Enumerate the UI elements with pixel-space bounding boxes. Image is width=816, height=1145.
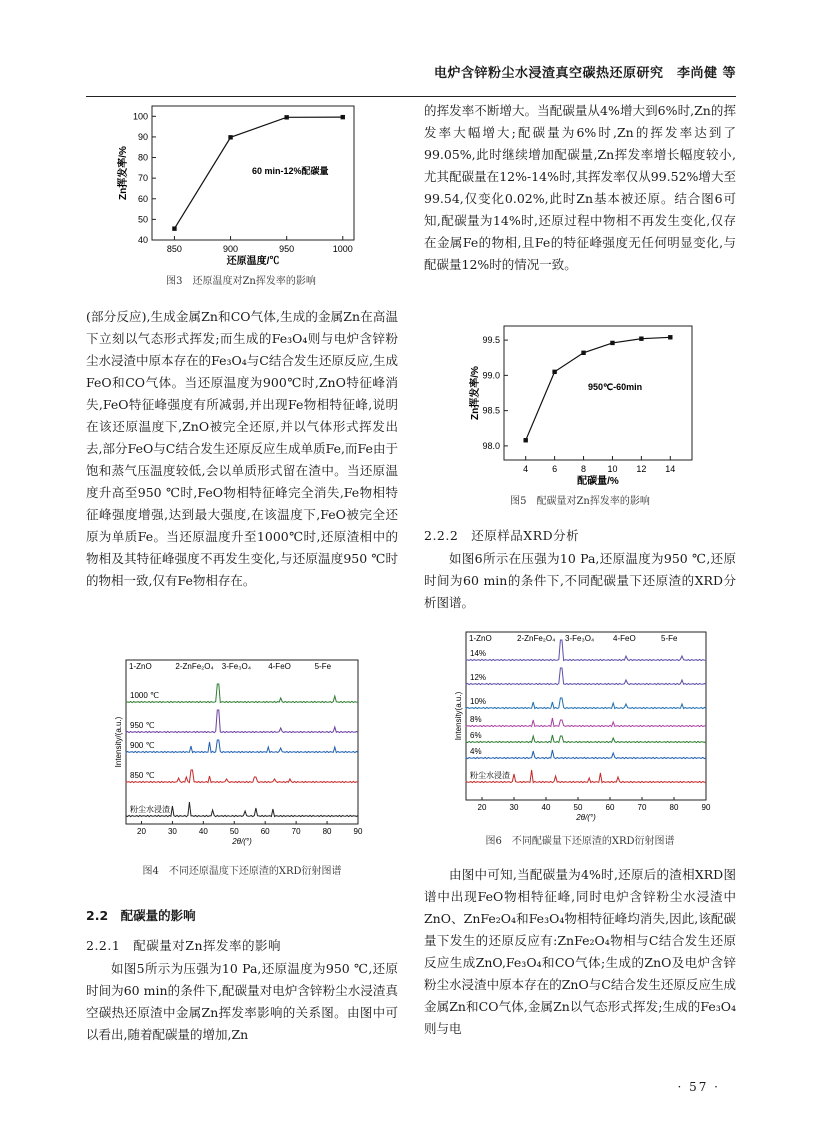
header-rule xyxy=(86,96,736,97)
y-axis-label: Zn挥发率/% xyxy=(470,366,481,420)
figure-3-caption: 图3 还原温度对Zn挥发率的影响 xyxy=(166,276,316,287)
x-tick-label: 90 xyxy=(701,803,711,812)
trace-label: 4% xyxy=(470,747,482,756)
y-tick-label: 98.0 xyxy=(482,440,500,451)
data-point xyxy=(668,335,672,339)
right-column-text-1 xyxy=(424,100,736,276)
y-axis-label: Intensity/(a.u.) xyxy=(114,716,123,768)
x-tick-label: 14 xyxy=(665,464,676,474)
y-tick-label: 80 xyxy=(137,152,148,163)
xrd-trace xyxy=(466,640,706,661)
x-tick-label: 80 xyxy=(322,827,332,836)
x-tick-label: 950 xyxy=(279,244,295,254)
xrd-trace xyxy=(126,740,358,753)
xrd-trace xyxy=(126,710,358,733)
x-tick-label: 10 xyxy=(607,464,618,474)
legend-entry: 4-FeO xyxy=(613,634,636,643)
trace-label: 粉尘水浸渣 xyxy=(130,805,170,814)
y-tick-label: 50 xyxy=(137,214,148,225)
data-point xyxy=(581,351,585,355)
x-tick-label: 90 xyxy=(353,827,363,836)
y-tick-label: 99.5 xyxy=(482,335,500,346)
x-tick-label: 12 xyxy=(636,464,647,474)
page-number: · 57 · xyxy=(677,1080,720,1094)
xrd-trace xyxy=(466,750,706,759)
legend-entry: 5-Fe xyxy=(314,662,332,671)
trace-label: 10% xyxy=(470,697,487,706)
y-tick-label: 98.5 xyxy=(482,405,500,416)
x-tick-label: 850 xyxy=(166,244,182,254)
trace-label: 950 ℃ xyxy=(130,721,155,730)
x-tick-label: 50 xyxy=(573,803,583,812)
x-tick-label: 20 xyxy=(137,827,146,836)
x-tick-label: 1000 xyxy=(332,244,353,254)
legend-entry: 4-FeO xyxy=(268,662,291,671)
plot-frame xyxy=(504,326,692,460)
x-tick-label: 50 xyxy=(229,827,239,836)
x-tick-label: 40 xyxy=(198,827,208,836)
y-tick-label: 99.0 xyxy=(482,370,500,381)
legend-entry: 1-ZnO xyxy=(469,634,492,643)
y-axis-label: Zn挥发率/% xyxy=(118,146,129,200)
xrd-trace xyxy=(126,684,358,703)
data-point xyxy=(523,438,527,442)
figure-4-xrd-chart xyxy=(112,654,372,854)
trace-label: 12% xyxy=(470,673,487,682)
data-point xyxy=(552,370,556,374)
chart-annotation: 60 min-12%配碳量 xyxy=(252,166,329,176)
data-point xyxy=(172,226,176,230)
x-tick-label: 30 xyxy=(167,827,177,836)
section-2-2-heading: 2.2 配碳量的影响 xyxy=(86,908,196,923)
y-tick-label: 60 xyxy=(137,193,148,204)
x-tick-label: 60 xyxy=(260,827,270,836)
x-tick-label: 30 xyxy=(509,803,519,812)
x-tick-label: 6 xyxy=(552,464,558,474)
x-axis-label: 2θ/(°) xyxy=(232,837,252,846)
legend-entry: 2-ZnFe₂O₄ xyxy=(175,662,214,671)
x-axis-label: 2θ/(°) xyxy=(576,813,596,822)
figure-5-caption: 图5 配碳量对Zn挥发率的影响 xyxy=(510,496,650,507)
x-tick-label: 4 xyxy=(523,464,529,474)
y-tick-label: 90 xyxy=(137,131,148,142)
xrd-trace xyxy=(126,770,358,783)
x-tick-label: 60 xyxy=(605,803,615,812)
right-column-text-3 xyxy=(424,864,736,1040)
section-2-2-2-heading: 2.2.2 还原样品XRD分析 xyxy=(424,528,580,543)
paragraph: 由图中可知,当配碳量为4%时,还原后的渣相XRD图谱中出现FeO物相特征峰,同时电炉含锌粉尘水浸渣中ZnO、ZnFe₂O₄和Fe₃O₄物相特征峰均消失,因此,该配碳量下发生的还原反应有:ZnFe₂O₄物相与C结合发生还原反应生成ZnO,Fe₃O₄和CO气体;生成的ZnO及电炉含锌粉尘水浸渣中原本存在的ZnO与C结合发生还原反应生成金属Zn和CO气体,金属Zn以气态形式挥发;生成的Fe₃O₄则与电 xyxy=(424,867,736,1036)
plot-frame xyxy=(126,660,358,824)
x-tick-label: 20 xyxy=(477,803,487,812)
trace-label: 8% xyxy=(470,715,482,724)
y-tick-label: 70 xyxy=(137,173,148,184)
right-column-text-2 xyxy=(424,548,736,614)
paragraph: 如图5所示为压强为10 Pa,还原温度为950 ℃,还原时间为60 min的条件下,配碳量对电炉含锌粉尘水浸渣真空碳热还原渣中金属Zn挥发率影响的关系图。由图中可以看出,随着配碳量的增加,Zn xyxy=(86,961,398,1042)
legend-entry: 5-Fe xyxy=(661,634,678,643)
xrd-trace xyxy=(466,668,706,685)
x-tick-label: 8 xyxy=(581,464,587,474)
y-tick-label: 100 xyxy=(132,111,148,122)
x-tick-label: 70 xyxy=(637,803,647,812)
trace-label: 1000 ℃ xyxy=(130,691,160,700)
figure-6-caption: 图6 不同配碳量下还原渣的XRD衍射图谱 xyxy=(485,836,675,847)
figure-4-caption: 图4 不同还原温度下还原渣的XRD衍射图谱 xyxy=(142,866,342,877)
paragraph: 如图6所示在压强为10 Pa,还原温度为950 ℃,还原时间为60 min的条件下,不同配碳量下还原渣的XRD分析图谱。 xyxy=(424,551,736,610)
trace-label: 14% xyxy=(470,649,487,658)
legend-entry: 3-Fe₃O₄ xyxy=(221,662,252,671)
trace-label: 粉尘水浸渣 xyxy=(470,771,510,780)
legend-entry: 2-ZnFe₂O₄ xyxy=(517,634,556,643)
section-2-2-1-heading: 2.2.1 配碳量对Zn挥发率的影响 xyxy=(86,938,282,953)
running-header: 电炉含锌粉尘水浸渣真空碳热还原研究 李尚健 等 xyxy=(433,66,736,81)
figure-6-xrd-chart xyxy=(444,628,714,824)
data-point xyxy=(228,135,232,139)
x-axis-label: 还原温度/℃ xyxy=(226,256,280,267)
x-tick-label: 80 xyxy=(669,803,679,812)
paragraph: (部分反应),生成金属Zn和CO气体,生成的金属Zn在高温下立刻以气态形式挥发;而生成的Fe₃O₄则与电炉含锌粉尘水浸渣中原本存在的Fe₃O₄与C结合发生还原反应,生成FeO和CO气体。当还原温度为900℃时,ZnO特征峰消失,FeO特征峰强度有所减弱,并出现Fe物相特征峰,说明在该还原温度下,ZnO被完全还原,并以气体形式挥发出去,部分FeO与C结合发生还原反应生成单质Fe,而Fe由于饱和蒸气压温度较低,会以单质形式留在渣中。当还原温度升高至950 ℃时,FeO物相特征峰完全消失,Fe物相特征峰强度增强,达到最大强度,在该温度下,FeO被完全还原为单质Fe。当还原温度升至1000℃时,还原渣相中的物相及其特征峰强度不再发生变化,与还原温度950 ℃时的物相一致,仅有Fe物相存在。 xyxy=(86,309,398,588)
data-point xyxy=(610,341,614,345)
left-column-text-2 xyxy=(86,958,398,1046)
paragraph: 的挥发率不断增大。当配碳量从4%增大到6%时,Zn的挥发率大幅增大;配碳量为6%时,Zn的挥发率达到了99.05%,此时继续增加配碳量,Zn挥发率增长幅度较小,尤其配碳量在12%-14%时,其挥发率仅从99.52%增大至99.54,仅变化0.02%,此时Zn基本被还原。结合图6可知,配碳量为14%时,还原过程中物相不再发生变化,仅存在金属Fe的物相,且Fe的特征峰强度无任何明显变化,与配碳量12%时的情况一致。 xyxy=(424,103,736,272)
trace-label: 6% xyxy=(470,731,482,740)
left-column-text xyxy=(86,306,398,592)
figure-3-line-chart xyxy=(112,102,362,270)
x-tick-label: 900 xyxy=(223,244,239,254)
xrd-trace xyxy=(466,718,706,727)
trace-label: 850 ℃ xyxy=(130,771,155,780)
x-tick-label: 70 xyxy=(291,827,301,836)
y-axis-label: Intensity(a.u.) xyxy=(454,691,463,741)
chart-annotation: 950℃-60min xyxy=(588,382,643,392)
data-point xyxy=(639,336,643,340)
figure-5-line-chart xyxy=(460,322,700,490)
data-point xyxy=(284,115,288,119)
xrd-trace xyxy=(466,698,706,709)
xrd-trace xyxy=(466,735,706,743)
legend-entry: 1-ZnO xyxy=(129,662,152,671)
x-tick-label: 40 xyxy=(541,803,551,812)
data-point xyxy=(341,115,345,119)
y-tick-label: 40 xyxy=(137,235,148,245)
legend-entry: 3-Fe₃O₄ xyxy=(565,634,595,643)
trace-label: 900 ℃ xyxy=(130,741,155,750)
x-axis-label: 配碳量/% xyxy=(577,476,619,487)
